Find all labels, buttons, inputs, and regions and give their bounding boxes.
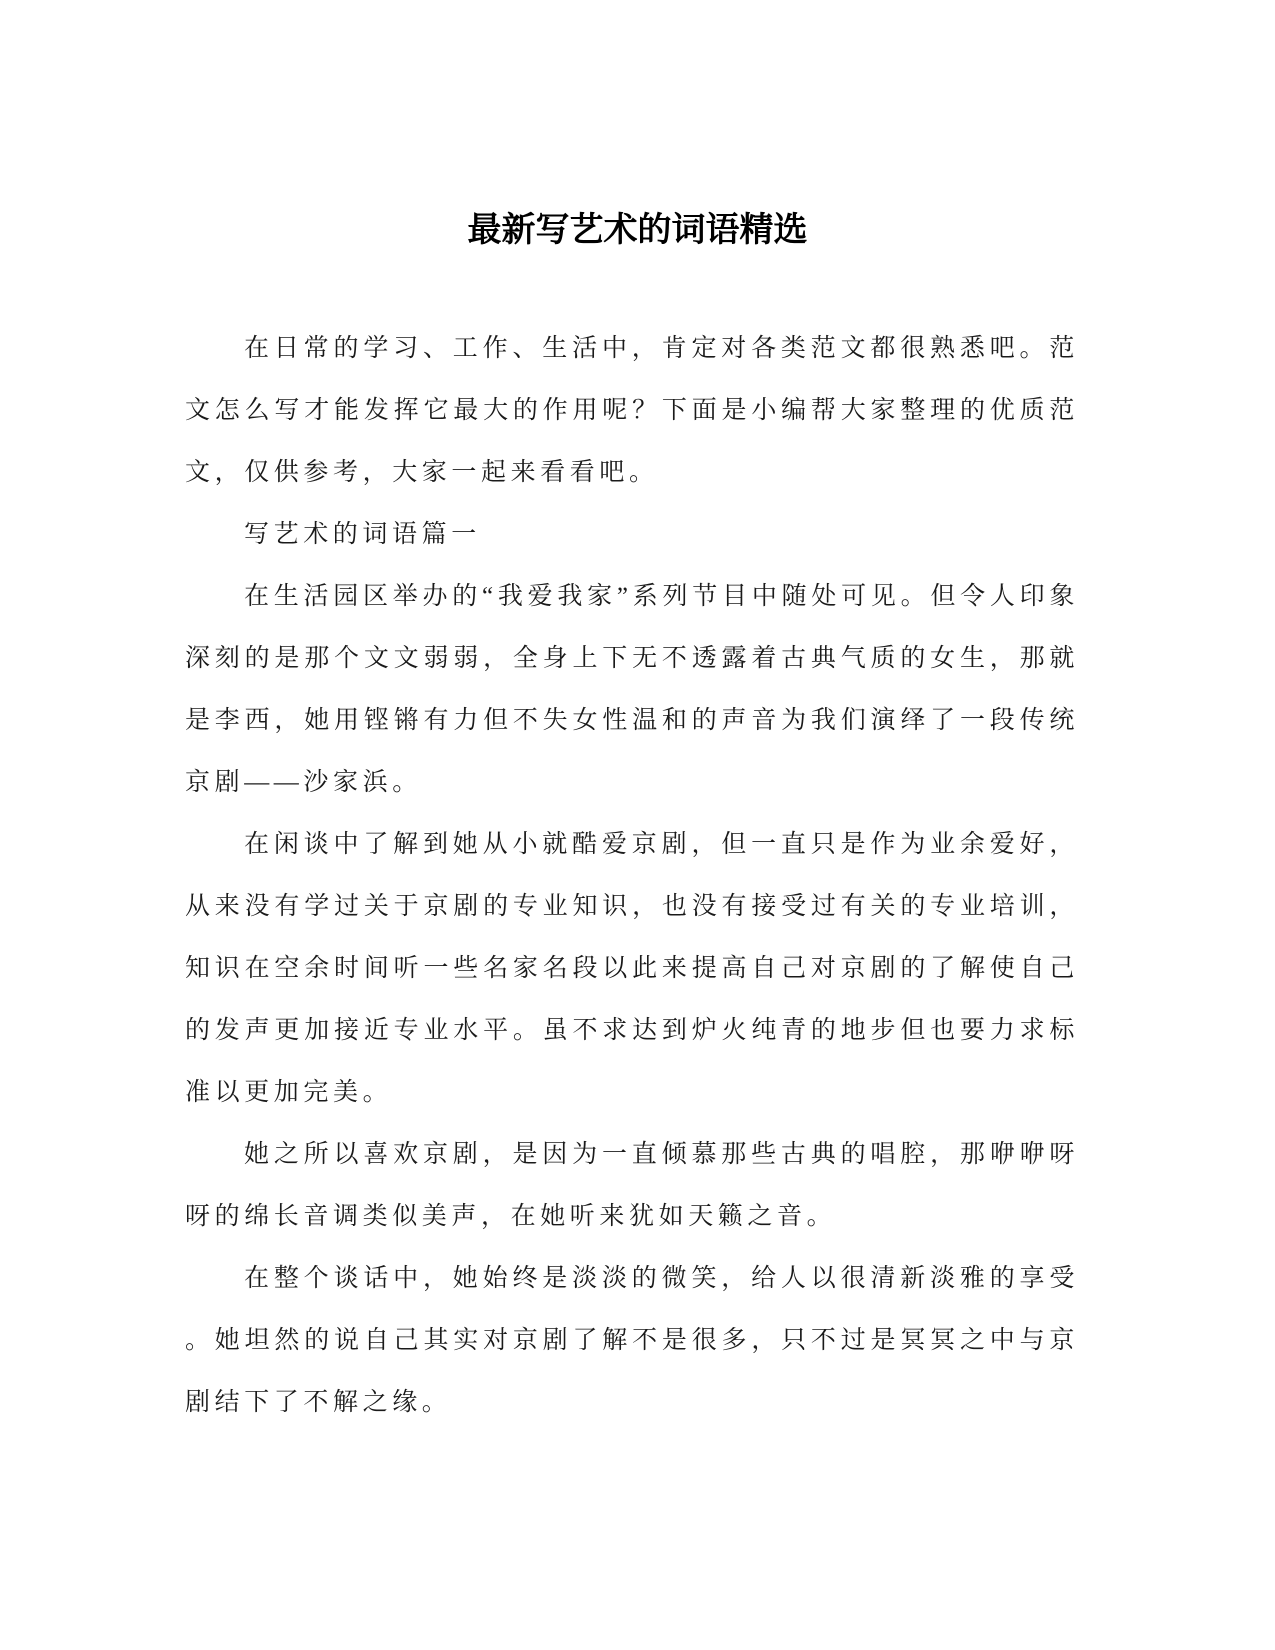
- paragraph-intro: 在日常的学习、工作、生活中，肯定对各类范文都很熟悉吧。范文怎么写才能发挥它最大的作用呢？下面是小编帮大家整理的优质范文，仅供参考，大家一起来看看吧。: [185, 335, 1079, 486]
- paragraph-section-heading: 写艺术的词语篇一: [244, 521, 481, 548]
- document-title: 最新写艺术的词语精选: [467, 211, 808, 249]
- paragraph-body-4: 在整个谈话中，她始终是淡淡的微笑，给人以很清新淡雅的享受。她坦然的说自己其实对京剧了解不是很多，只不过是冥冥之中与京剧结下了不解之缘。: [185, 1265, 1079, 1416]
- paragraph-body-2: 在闲谈中了解到她从小就酷爱京剧，但一直只是作为业余爱好，从来没有学过关于京剧的专业知识，也没有接受过有关的专业培训，知识在空余时间听一些名家名段以此来提高自己对京剧的了解使自己的发声更加接近专业水平。虽不求达到炉火纯青的地步但也要力求标准以更加完美。: [185, 831, 1079, 1106]
- paragraph-body-1: 在生活园区举办的“我爱我家”系列节目中随处可见。但令人印象深刻的是那个文文弱弱，全身上下无不透露着古典气质的女生，那就是李西，她用铿锵有力但不失女性温和的声音为我们演绎了一段传统京剧——沙家浜。: [185, 583, 1079, 796]
- title-body-gap: [0, 261, 1275, 318]
- paragraph-body-3: 她之所以喜欢京剧，是因为一直倾慕那些古典的唱腔，那咿咿呀呀的绵长音调类似美声，在她听来犹如天籁之音。: [185, 1141, 1079, 1230]
- document-body: [185, 318, 1079, 1434]
